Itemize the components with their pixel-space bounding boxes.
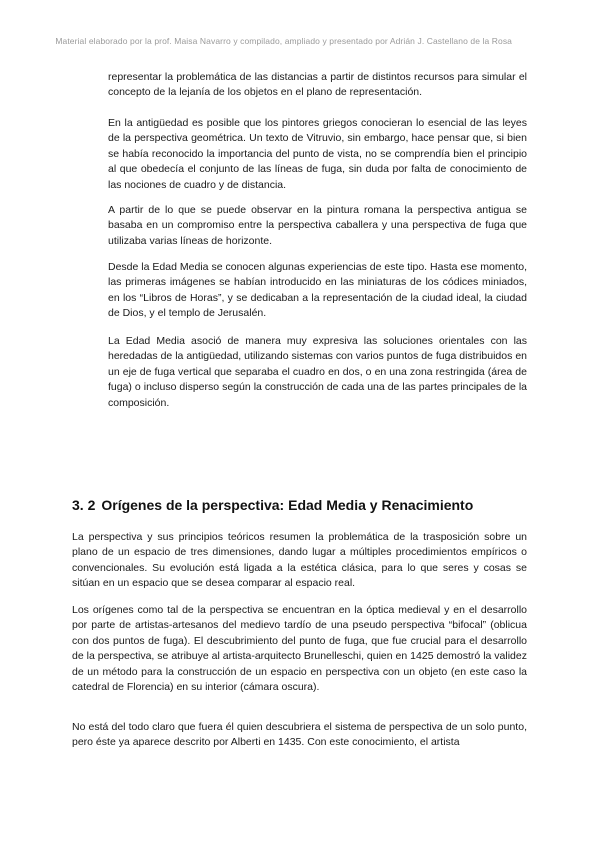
section-number: 3. 2 bbox=[72, 497, 96, 513]
paragraph-perspectiva-principios: La perspectiva y sus principios teóricos resumen la problemática de la trasposición sobre un plano de un espacio de tres dimensiones, dando lugar a múltiples procedimientos empíricos o convencionales. Su evolución está ligada a la estética clásica, para lo que seres y cosas se sitúan en un espacio que se desea comparar al espacio real. bbox=[72, 531, 527, 590]
section-heading bbox=[72, 497, 479, 513]
section-title-text: Orígenes de la perspectiva: Edad Media y Renacimiento bbox=[101, 497, 474, 513]
paragraph-antiguedad: En la antigüedad es posible que los pintores griegos conocieran lo esencial de las leyes de la perspectiva geométrica. Un texto de Vitruvio, sin embargo, hace pensar que, si bien se había reconocido la importancia del punto de vista, no se comprendía bien el principio al que obedecía el conjunto de las líneas de fuga, sin duda por falta de conocimiento de las nociones de cuadro y de distancia. bbox=[108, 117, 527, 191]
paragraph-pintura-romana: A partir de lo que se puede observar en la pintura romana la perspectiva antigua se basaba en un compromiso entre la perspectiva caballera y una perspectiva de fuga que utilizaba varias líneas de horizonte. bbox=[108, 204, 527, 247]
paragraph-edad-media-experiencias: Desde la Edad Media se conocen algunas experiencias de este tipo. Hasta ese momento, las primeras imágenes se habían introducido en las miniaturas de los códices miniados, en los “Libros de Horas”, y se dedicaban a la representación de la ciudad ideal, la ciudad de Dios, y el templo de Jerusalén. bbox=[108, 261, 527, 320]
paragraph-distancias: representar la problemática de las distancias a partir de distintos recursos para simular el concepto de la lejanía de los objetos en el plano de representación. bbox=[108, 71, 527, 99]
paragraph-alberti: No está del todo claro que fuera él quien descubriera el sistema de perspectiva de un solo punto, pero éste ya aparece descrito por Alberti en 1435. Con este conocimiento, el artista bbox=[72, 721, 527, 749]
page-header: Material elaborado por la prof. Maisa Navarro y compilado, ampliado y presentado por Adrián J. Castellano de la Rosa bbox=[55, 36, 512, 46]
paragraph-origenes: Los orígenes como tal de la perspectiva se encuentran en la óptica medieval y en el desarrollo por parte de artistas-artesanos del medievo tardío de una pseudo perspectiva “bifocal” (oblicua con dos puntos de fuga). El descubrimiento del punto de fuga, que fue crucial para el desarrollo de la perspectiva, se atribuye al artista-arquitecto Brunelleschi, quien en 1425 demostró la validez de un método para la construcción de un espacio en perspectiva con un objeto (en este caso la catedral de Florencia) en su interior (cámara oscura). bbox=[72, 604, 527, 694]
paragraph-edad-media-soluciones: La Edad Media asoció de manera muy expresiva las soluciones orientales con las heredadas de la antigüedad, utilizando sistemas con varios puntos de fuga distribuidos en un eje de fuga vertical que separaba el cuadro en dos, o en una zona restringida (área de fuga) o incluso disperso según la construcción de cada una de las partes principales de la composición. bbox=[108, 335, 527, 409]
